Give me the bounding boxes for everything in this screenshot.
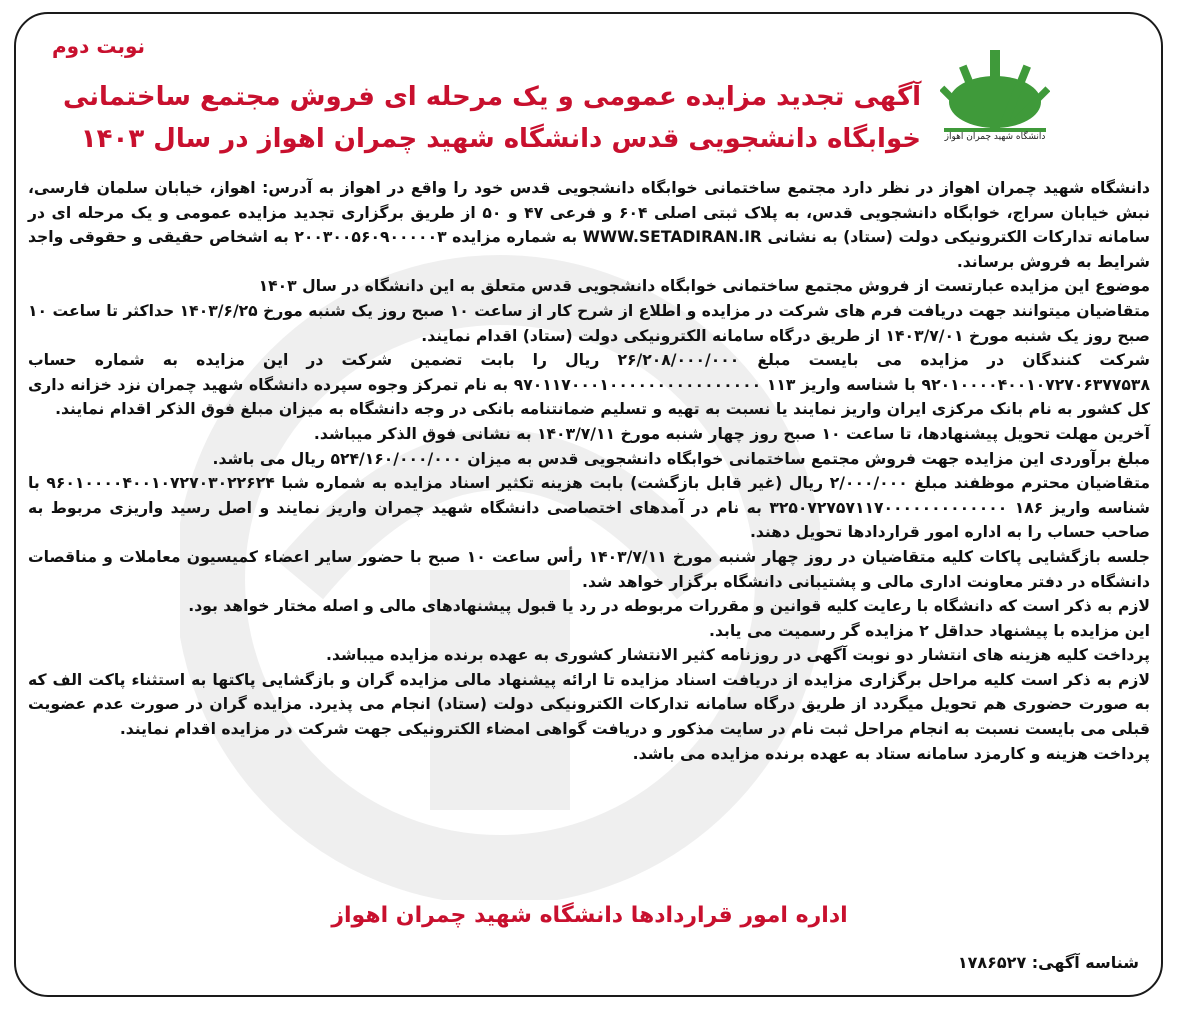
paragraph: دانشگاه شهید چمران اهواز در نظر دارد مجتمع ساختمانی خوابگاه دانشجویی قدس خود را واقع در اهواز به آدرس: اهواز، خیابان سلمان فارسی، نبش خیابان سراج، خوابگاه دانشجویی قدس، به پلاک ثبتی اصلی ۶۰۴ و فرعی ۴۷ و ۵۰ از طریق برگزاری تجدید مزایده عمومی و یک مرحله ای در سامانه تدارکات الکترونیکی دولت (ستاد) به نشانی WWW.SETADIRAN.IR به شماره مزایده ۲۰۰۳۰۰۵۶۰۹۰۰۰۰۰۳ به اشخاص حقیقی و حقوقی واجد شرایط به فروش برساند. xyxy=(28,179,1151,271)
issuing-office: اداره امور قراردادها دانشگاه شهید چمران اهواز xyxy=(331,903,848,928)
ad-identifier xyxy=(958,953,1139,972)
paragraph: این مزایده با پیشنهاد حداقل ۲ مزایده گر رسمیت می یابد. xyxy=(709,621,1150,640)
logo-caption: دانشگاه شهید چمران اهواز xyxy=(944,132,1046,142)
paragraph: موضوع این مزایده عبارتست از فروش مجتمع ساختمانی خوابگاه دانشجویی قدس متعلق به این دانشگاه در سال ۱۴۰۳ xyxy=(258,277,1150,296)
paragraph: لازم به ذکر است که دانشگاه با رعایت کلیه قوانین و مقررات مربوطه در رد یا قبول پیشنهادهای مالی و اصله مختار خواهد بود. xyxy=(188,597,1150,616)
ad-id-label: شناسه آگهی: xyxy=(1031,953,1139,972)
paragraph: پرداخت کلیه هزینه های انتشار دو نوبت آگهی در روزنامه کثیر الانتشار کشوری به عهده برنده مزایده میباشد. xyxy=(326,646,1150,665)
paragraph: مبلغ برآوردی این مزایده جهت فروش مجتمع ساختمانی خوابگاه دانشجویی قدس به میزان ۵۲۴/۱۶۰/۰۰۰/۰۰۰ ریال می باشد. xyxy=(212,449,1150,468)
ad-id-value: ۱۷۸۶۵۲۷ xyxy=(957,953,1027,972)
paragraph: جلسه بازگشایی پاکات کلیه متقاضیان در روز چهار شنبه مورخ ۱۴۰۳/۷/۱۱ رأس ساعت ۱۰ صبح با حضور سایر اعضاء کمیسیون معاملات و مناقصات دانشگاه در دفتر معاونت اداری مالی و پشتیبانی دانشگاه برگزار خواهد شد. xyxy=(28,547,1151,591)
paragraph: متقاضیان محترم موظفند مبلغ ۲/۰۰۰/۰۰۰ ریال (غیر قابل بازگشت) بابت هزینه تکثیر اسناد مزایده به شماره شبا ۹۶۰۱۰۰۰۰۴۰۰۱۰۷۲۷۰۳۰۲۲۶۲۴ با شناسه واریز ۱۸۶ ۳۲۵۰۷۲۷۵۷۱۱۷۰۰۰۰۰۰۰۰۰۰۰۰۰ به نام در آمدهای اختصاصی دانشگاه شهید چمران واریز نمایند و اصل رسید واریزی مربوط به صاحب حساب را به اداره امور قراردادها تحویل دهند. xyxy=(28,474,1150,542)
paragraph: پرداخت هزینه و کارمزد سامانه ستاد به عهده برنده مزایده می باشد. xyxy=(632,744,1150,763)
ad-title-line-2: خوابگاه دانشجویی قدس دانشگاه شهید چمران اهواز در سال ۱۴۰۳ xyxy=(80,124,921,154)
round-label: نوبت دوم xyxy=(52,34,146,58)
paragraph: آخرین مهلت تحویل پیشنهادها، تا ساعت ۱۰ صبح روز چهار شنبه مورخ ۱۴۰۳/۷/۱۱ به نشانی فوق الذکر میباشد. xyxy=(313,424,1150,443)
ad-title-line-1: آگهی تجدید مزایده عمومی و یک مرحله ای فروش مجتمع ساختمانی xyxy=(62,82,921,112)
paragraph: لازم به ذکر است کلیه مراحل برگزاری مزایده از دریافت اسناد مزایده تا ارائه پیشنهاد مالی مزایده گران و بازگشایی پاکتها به استثناء پاکت الف که به صورت حضوری هم تحویل میگردد از طریق درگاه سامانه تدارکات الکترونیکی دولت (ستاد) انجام می پذیرد. مزایده گران در صورت عدم عضویت قبلی می بایست نسبت به انجام مراحل ثبت نام در سایت مذکور و دریافت گواهی امضاء الکترونیکی جهت شرکت در مزایده اقدام نمایند. xyxy=(28,670,1150,739)
ad-body xyxy=(28,176,1150,766)
paragraph: شرکت کنندگان در مزایده می بایست مبلغ ۲۶/۲۰۸/۰۰۰/۰۰۰ ریال را بابت تضمین شرکت در این مزایده به شماره حساب ۹۲۰۱۰۰۰۰۴۰۰۱۰۷۲۷۰۶۳۷۷۵۳۸ با شناسه واریز ۱۱۳ ۹۷۰۱۱۷۰۰۰۱۰۰۰۰۰۰۰۰۰۰۰۰۰۰۰۰ به نام تمرکز وجوه سپرده دانشگاه شهید چمران نزد خزانه داری کل کشور به نام بانک مرکزی ایران واریز نمایند یا نسبت به تهیه و تسلیم ضمانتنامه بانکی در وجه دانشگاه به میزان مبلغ فوق الذکر اقدام نمایند. xyxy=(28,351,1150,419)
paragraph: متقاضیان میتوانند جهت دریافت فرم های شرکت در مزایده و اطلاع از شرح کار از ساعت ۱۰ صبح روز یک شنبه مورخ ۱۴۰۳/۶/۲۵ حداکثر تا ساعت ۱۰ صبح روز یک شنبه مورخ ۱۴۰۳/۷/۰۱ از طریق درگاه سامانه الکترونیکی دولت (ستاد) اقدام نمایند. xyxy=(28,301,1150,345)
